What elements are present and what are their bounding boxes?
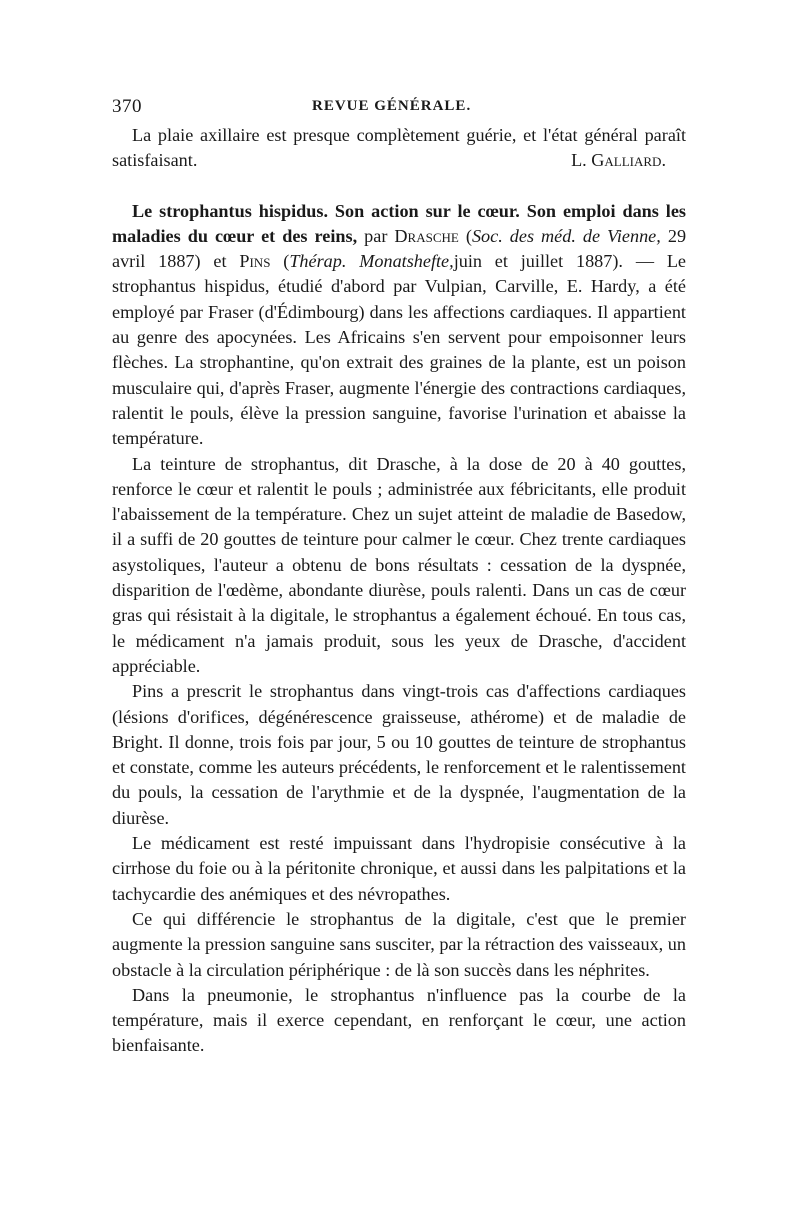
book-page xyxy=(112,96,686,1059)
date-drasche: 29 avril 1887) et xyxy=(112,225,687,272)
running-head xyxy=(112,96,686,120)
paragraph-pneumonie: Dans la pneumonie, le strophantus n'influence pas la courbe de la température, mais il exerce cependant, en renforçant le cœur, une action bienfaisante. xyxy=(112,984,686,1056)
date-pins: juin et juillet 1887). xyxy=(453,251,623,272)
paragraph-hydropisie: Le médicament est resté impuissant dans l'hydropisie consécutive à la cirrhose du foie ou à la péritonite chronique, et aussi dans les palpitations et la tachycardie des anémiques et des névropathes. xyxy=(112,833,686,904)
section-gap xyxy=(112,174,686,199)
body-text xyxy=(112,123,686,1059)
signature: L. Galliard. xyxy=(571,150,666,171)
article-body-start: — Le strophantus hispidus, étudié d'abord par Vulpian, Carville, E. Hardy, a été employé par Fraser (d'Édimbourg) dans les affections cardiaques. Il appartient au genre des apocynées. Les Africains s'en servent pour empoisonner leurs flèches. La strophantine, qu'on extrait des graines de la plante, est un poison musculaire qui, d'après Fraser, augmente l'énergie des contractions cardiaques, ralentit le pouls, élève la pression sanguine, favorise l'urination et abaisse la température. xyxy=(112,251,687,449)
running-title: REVUE GÉNÉRALE. xyxy=(312,98,472,114)
author-drasche: Drasche xyxy=(394,225,459,246)
intro-text: La plaie axillaire est presque complètement guérie, et l'état général paraît satisfaisant. xyxy=(112,125,686,171)
source-drasche: Soc. des méd. de Vienne, xyxy=(471,225,661,246)
paragraph-digitale: Ce qui différencie le strophantus de la digitale, c'est que le premier augmente la pression sanguine sans susciter, par la rétraction des vaisseaux, un obstacle à la circulation périphérique : de là son succès dans les néphrites. xyxy=(112,908,686,980)
author-pins: Pins xyxy=(239,251,271,272)
article-by: par xyxy=(364,225,388,246)
paragraph-pins: Pins a prescrit le strophantus dans vingt-trois cas d'affections cardiaques (lésions d'orifices, dégénérescence graisseuse, athérome) et de maladie de Bright. Il donne, trois fois par jour, 5 ou 10 gouttes de teinture de strophantus et constate, comme les auteurs précédents, le renforcement et le ralentissement du pouls, la cessation de l'arythmie et de la dyspnée, l'augmentation de la diurèse. xyxy=(112,681,686,828)
article-title: Le strophantus hispidus. Son action sur le cœur. Son emploi dans les maladies du cœur et des reins, xyxy=(112,200,686,246)
article-heading-paragraph: Le strophantus hispidus. Son action sur le cœur. Son emploi dans les maladies du cœur et des reins, par Drasche (Soc. des méd. de Vienne, 29 avril 1887) et Pins (Thérap. Monatshefte,juin et juillet 1887). — Le strophantus hispidus, étudié d'abord par Vulpian, Carville, E. Hardy, a été employé par Fraser (d'Édimbourg) dans les affections cardiaques. Il appartient au genre des apocynées. Les Africains s'en servent pour empoisonner leurs flèches. La strophantine, qu'on extrait des graines de la plante, est un poison musculaire qui, d'après Fraser, augmente l'énergie des contractions cardiaques, ralentit le pouls, élève la pression sanguine, favorise l'urination et abaisse la température. xyxy=(112,200,687,449)
page-number: 370 xyxy=(112,96,142,117)
source-pins: Thérap. Monatshefte, xyxy=(289,251,454,272)
paragraph-teinture: La teinture de strophantus, dit Drasche, à la dose de 20 à 40 gouttes, renforce le cœur et ralentit le pouls ; administrée aux fébricitants, elle produit l'abaissement de la température. Chez un sujet atteint de maladie de Basedow, il a suffi de 20 gouttes de teinture pour calmer le cœur. Chez trente cardiaques asystoliques, l'auteur a obtenu de bons résultats : cessation de la dyspnée, disparition de l'œdème, abondante diurèse, pouls ralenti. Dans un cas de cœur gras qui résistait à la digitale, le strophantus a également échoué. En tous cas, le médicament n'a jamais produit, sous les yeux de Drasche, d'accident appréciable. xyxy=(112,453,686,676)
